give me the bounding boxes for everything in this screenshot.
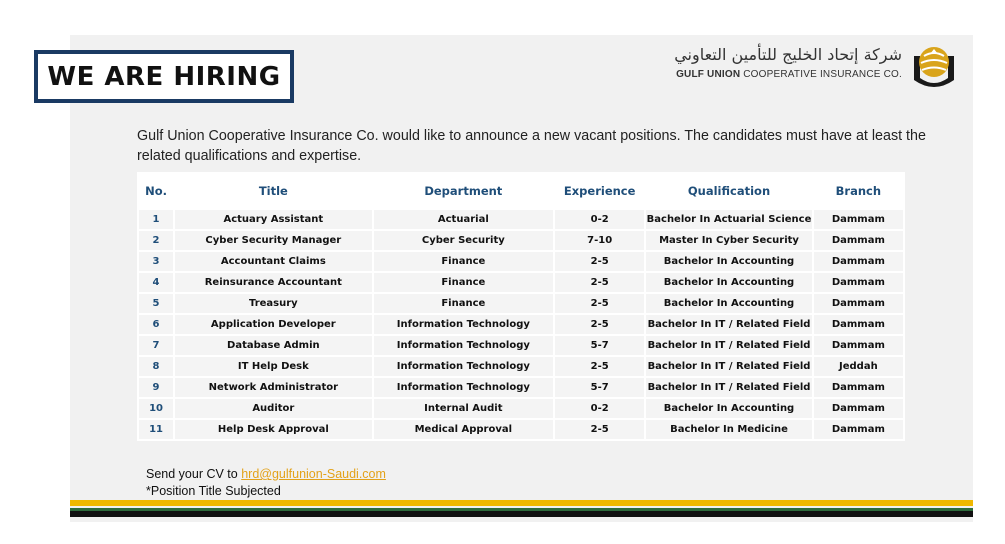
cell-branch: Dammam	[814, 315, 903, 334]
cell-qualification: Bachelor In Accounting	[646, 252, 811, 271]
intro-paragraph: Gulf Union Cooperative Insurance Co. would like to announce a new vacant positions. The candidates must have at least the related qualifications and expertise.	[137, 128, 926, 164]
cell-experience: 2-5	[555, 252, 644, 271]
header-no: No.	[139, 174, 173, 208]
cell-no: 8	[139, 357, 173, 376]
cell-no: 5	[139, 294, 173, 313]
table-row	[139, 210, 903, 229]
table-row	[139, 273, 903, 292]
positions-table	[137, 172, 905, 441]
gold-stripe	[70, 500, 973, 506]
table-row	[139, 252, 903, 271]
cell-branch: Dammam	[814, 294, 903, 313]
cell-no: 11	[139, 420, 173, 439]
cell-qualification: Bachelor In Accounting	[646, 399, 811, 418]
cell-department: Information Technology	[374, 336, 553, 355]
cell-experience: 0-2	[555, 399, 644, 418]
cell-qualification: Bachelor In Accounting	[646, 294, 811, 313]
cell-branch: Dammam	[814, 210, 903, 229]
cell-experience: 2-5	[555, 294, 644, 313]
cell-branch: Dammam	[814, 399, 903, 418]
cell-no: 6	[139, 315, 173, 334]
cell-department: Information Technology	[374, 378, 553, 397]
cell-qualification: Bachelor In IT / Related Field	[646, 336, 811, 355]
cell-department: Information Technology	[374, 315, 553, 334]
cell-experience: 7-10	[555, 231, 644, 250]
table-row	[139, 336, 903, 355]
cell-department: Information Technology	[374, 357, 553, 376]
cell-experience: 5-7	[555, 336, 644, 355]
cell-experience: 2-5	[555, 315, 644, 334]
logo-english-name	[676, 69, 902, 80]
cell-experience: 2-5	[555, 357, 644, 376]
cell-no: 9	[139, 378, 173, 397]
header-experience: Experience	[555, 174, 644, 208]
footer	[146, 466, 386, 500]
hiring-banner: WE ARE HIRING	[34, 50, 294, 103]
cell-experience: 2-5	[555, 273, 644, 292]
cell-no: 3	[139, 252, 173, 271]
cell-branch: Jeddah	[814, 357, 903, 376]
table-row	[139, 399, 903, 418]
cell-title: Cyber Security Manager	[175, 231, 372, 250]
table-row	[139, 294, 903, 313]
cell-qualification: Bachelor In IT / Related Field	[646, 378, 811, 397]
header-title: Title	[175, 174, 372, 208]
header-qualification: Qualification	[646, 174, 811, 208]
cell-department: Internal Audit	[374, 399, 553, 418]
cell-title: Auditor	[175, 399, 372, 418]
header-branch: Branch	[814, 174, 903, 208]
cell-branch: Dammam	[814, 252, 903, 271]
cell-qualification: Bachelor In Actuarial Science	[646, 210, 811, 229]
cell-title: Network Administrator	[175, 378, 372, 397]
cell-branch: Dammam	[814, 336, 903, 355]
table-row	[139, 231, 903, 250]
table-header-row	[139, 174, 903, 208]
cell-qualification: Bachelor In Medicine	[646, 420, 811, 439]
logo-arabic-name: شركة إتحاد الخليج للتأمين التعاوني	[674, 45, 902, 64]
cell-department: Finance	[374, 252, 553, 271]
cell-title: IT Help Desk	[175, 357, 372, 376]
cell-qualification: Master In Cyber Security	[646, 231, 811, 250]
cell-department: Finance	[374, 294, 553, 313]
logo-english-rest: COOPERATIVE INSURANCE CO.	[743, 69, 902, 80]
company-emblem-icon	[910, 42, 958, 90]
cell-experience: 0-2	[555, 210, 644, 229]
cell-branch: Dammam	[814, 378, 903, 397]
cell-department: Cyber Security	[374, 231, 553, 250]
table-row	[139, 420, 903, 439]
position-note: *Position Title Subjected	[146, 484, 281, 498]
cell-no: 4	[139, 273, 173, 292]
cell-branch: Dammam	[814, 420, 903, 439]
cell-title: Actuary Assistant	[175, 210, 372, 229]
cell-department: Finance	[374, 273, 553, 292]
cell-branch: Dammam	[814, 231, 903, 250]
table-row	[139, 315, 903, 334]
cell-qualification: Bachelor In IT / Related Field	[646, 357, 811, 376]
table-row	[139, 357, 903, 376]
cell-department: Actuarial	[374, 210, 553, 229]
cell-title: Reinsurance Accountant	[175, 273, 372, 292]
cell-title: Database Admin	[175, 336, 372, 355]
send-cv-label: Send your CV to	[146, 467, 238, 481]
table-row	[139, 378, 903, 397]
cell-qualification: Bachelor In IT / Related Field	[646, 315, 811, 334]
cell-title: Application Developer	[175, 315, 372, 334]
cell-branch: Dammam	[814, 273, 903, 292]
cell-title: Accountant Claims	[175, 252, 372, 271]
email-link[interactable]: hrd@gulfunion-Saudi.com	[241, 467, 386, 481]
cell-no: 10	[139, 399, 173, 418]
company-logo	[674, 42, 960, 90]
cell-no: 1	[139, 210, 173, 229]
cell-department: Medical Approval	[374, 420, 553, 439]
header-department: Department	[374, 174, 553, 208]
cell-no: 7	[139, 336, 173, 355]
cell-title: Help Desk Approval	[175, 420, 372, 439]
cell-title: Treasury	[175, 294, 372, 313]
send-cv-line	[146, 466, 386, 483]
dark-stripe	[70, 511, 973, 517]
cell-qualification: Bachelor In Accounting	[646, 273, 811, 292]
logo-english-bold: GULF UNION	[676, 69, 741, 80]
cell-experience: 2-5	[555, 420, 644, 439]
cell-no: 2	[139, 231, 173, 250]
cell-experience: 5-7	[555, 378, 644, 397]
